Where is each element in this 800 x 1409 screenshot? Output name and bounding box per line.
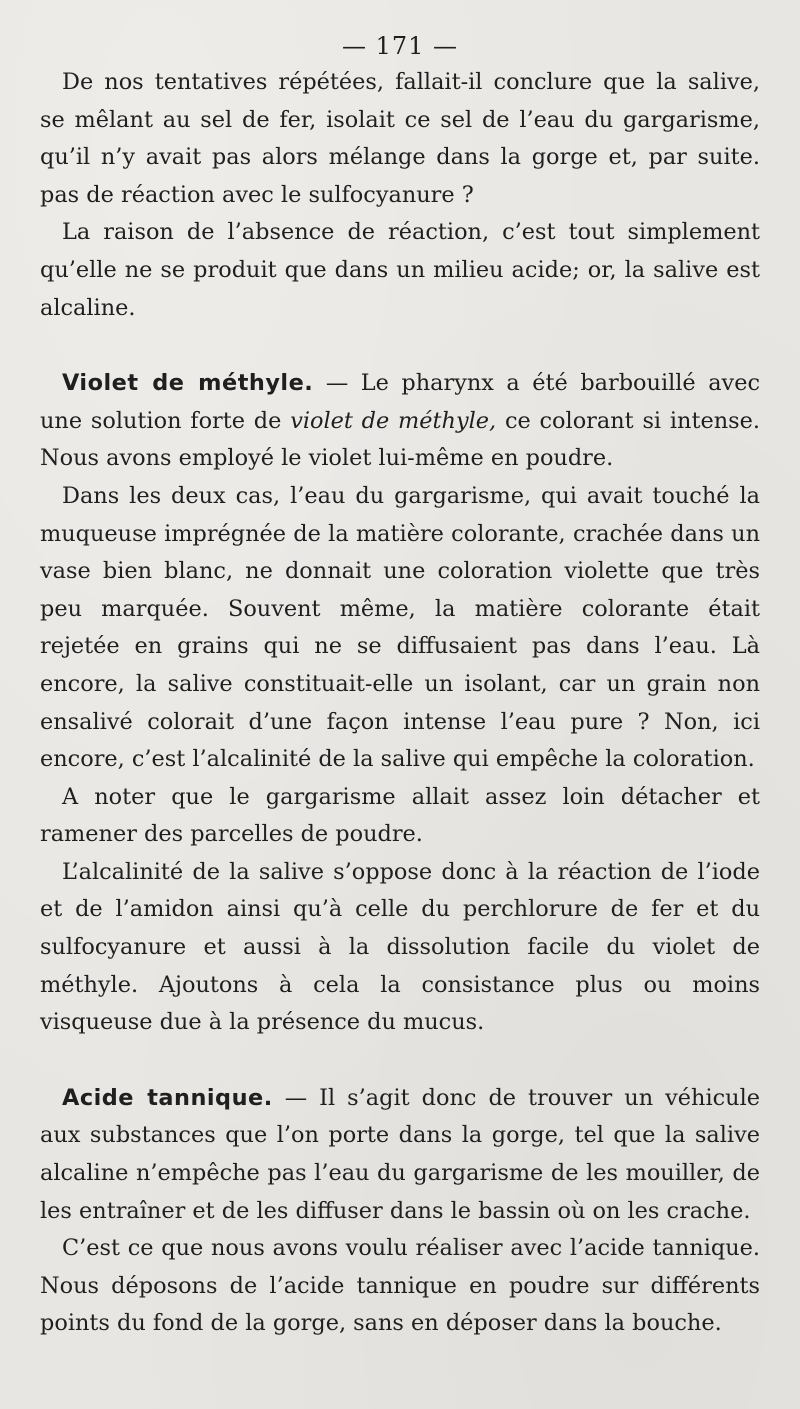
violet-italic-term: violet de méthyle, <box>290 407 497 434</box>
section-heading-violet-de-methyle: Violet de méthyle. <box>62 370 314 397</box>
section-spacer <box>40 1042 760 1080</box>
paragraph-alcalinite: L’alcalinité de la salive s’oppose donc à la réaction de l’iode et de l’amidon ainsi qu’à celle du perchlorure de fer et du sulfocyanure et aussi à la dissolution facile du violet de méthyle. Ajoutons à cela la consistance plus ou moins visqueuse due à la présence du mucus. <box>40 858 760 1036</box>
section-heading-acide-tannique: Acide tannique. <box>62 1084 273 1111</box>
page-number: — 171 — <box>341 32 459 60</box>
paragraph-tentatives: De nos tentatives répétées, fallait-il conclure que la salive, se mêlant au sel de fer, isolait ce sel de l’eau du gargarisme, qu’il n’y avait pas alors mélange dans la gorge et, par suite. pas de réaction avec le sulfocyanure ? <box>40 69 760 208</box>
paragraph-deux-cas: Dans les deux cas, l’eau du gargarisme, qui avait touché la muqueuse imprégnée de la matière colorante, crachée dans un vase bien blanc, ne donnait une coloration violette que très peu marquée. Souvent même, la matière colorante était rejetée en grains qui ne se diffusaient pas dans l’eau. Là encore, la salive constituait-elle un isolant, car un grain non ensalivé colorait d’une façon intense l’eau pure ? Non, ici encore, c’est l’alcalinité de la salive qui empêche la coloration. <box>40 482 760 773</box>
paragraph-acide-tannique <box>40 1080 760 1230</box>
paragraph-a-noter: A noter que le gargarisme allait assez loin détacher et ramener des parcelles de poudre. <box>40 783 760 848</box>
paragraph-raison-absence-reaction: La raison de l’absence de réaction, c’est tout simplement qu’elle ne se produit que dans un milieu acide; or, la salive est alcaline. <box>40 219 760 321</box>
paragraph-realiser-acide-tannique: C’est ce que nous avons voulu réaliser avec l’acide tannique. Nous déposons de l’acide tannique en poudre sur différents points du fond de la gorge, sans en déposer dans la bouche. <box>40 1235 760 1337</box>
tannique-text: — Il s’agit donc de trouver un véhicule aux substances que l’on porte dans la gorge, tel que la salive alcaline n’empêche pas l’eau du gargarisme de les mouiller, de les entraîner et de les diffuser dans le bassin où on les crache. <box>40 1084 760 1224</box>
violet-text-after: ce colorant si intense. Nous avons employé le violet lui-même en poudre. <box>40 407 760 472</box>
paragraph-violet-de-methyle <box>40 365 760 478</box>
section-spacer <box>40 327 760 365</box>
violet-text-before: — Le pharynx a été barbouillé avec une solution forte de <box>40 370 761 434</box>
